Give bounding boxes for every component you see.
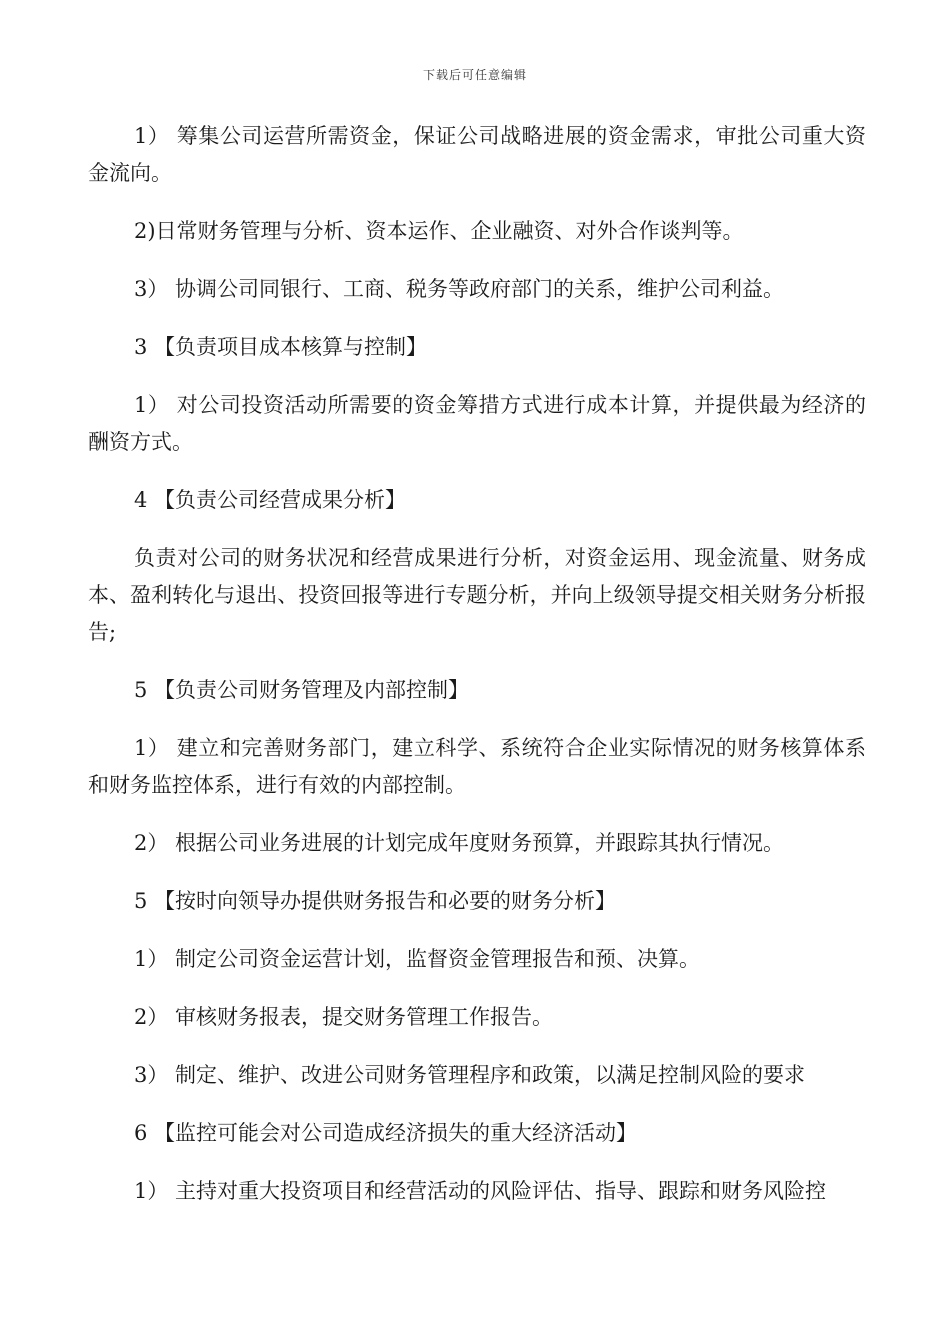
paragraph-results-analysis: 负责对公司的财务状况和经营成果进行分析，对资金运用、现金流量、财务成本、盈利转化与退出、投资回报等进行专题分析，并向上级领导提交相关财务分析报告;: [88, 546, 866, 644]
paragraph-risk-assessment: 1） 主持对重大投资项目和经营活动的风险评估、指导、跟踪和财务风险控: [134, 1179, 827, 1203]
paragraph-fundraising: 1） 筹集公司运营所需资金，保证公司战略进展的资金需求，审批公司重大资金流向。: [88, 124, 866, 185]
section-heading-internal-control: 5 【负责公司财务管理及内部控制】: [134, 678, 470, 702]
paragraph-capital-plan: 1） 制定公司资金运营计划，监督资金管理报告和预、决算。: [134, 947, 701, 971]
section-heading-financial-reports: 5 【按时向领导办提供财务报告和必要的财务分析】: [134, 889, 617, 913]
paragraph-procedures-policies: 3） 制定、维护、改进公司财务管理程序和政策，以满足控制风险的要求: [134, 1063, 806, 1087]
section-heading-cost-accounting: 3 【负责项目成本核算与控制】: [134, 335, 428, 359]
document-body: [88, 118, 866, 1210]
paragraph-review-statements: 2） 审核财务报表，提交财务管理工作报告。: [134, 1005, 554, 1029]
paragraph-coordination: 3） 协调公司同银行、工商、税务等政府部门的关系，维护公司利益。: [134, 277, 785, 301]
paragraph-daily-management: 2)日常财务管理与分析、资本运作、企业融资、对外合作谈判等。: [134, 219, 744, 243]
page-header: 下载后可任意编辑: [422, 68, 527, 82]
paragraph-cost-calculation: 1） 对公司投资活动所需要的资金筹措方式进行成本计算，并提供最为经济的酬资方式。: [88, 393, 866, 454]
section-heading-monitoring: 6 【监控可能会对公司造成经济损失的重大经济活动】: [134, 1121, 638, 1145]
paragraph-annual-budget: 2） 根据公司业务进展的计划完成年度财务预算，并跟踪其执行情况。: [134, 831, 785, 855]
section-heading-results-analysis: 4 【负责公司经营成果分析】: [134, 488, 407, 512]
paragraph-establish-department: 1） 建立和完善财务部门，建立科学、系统符合企业实际情况的财务核算体系和财务监控体系，进行有效的内部控制。: [88, 736, 866, 797]
